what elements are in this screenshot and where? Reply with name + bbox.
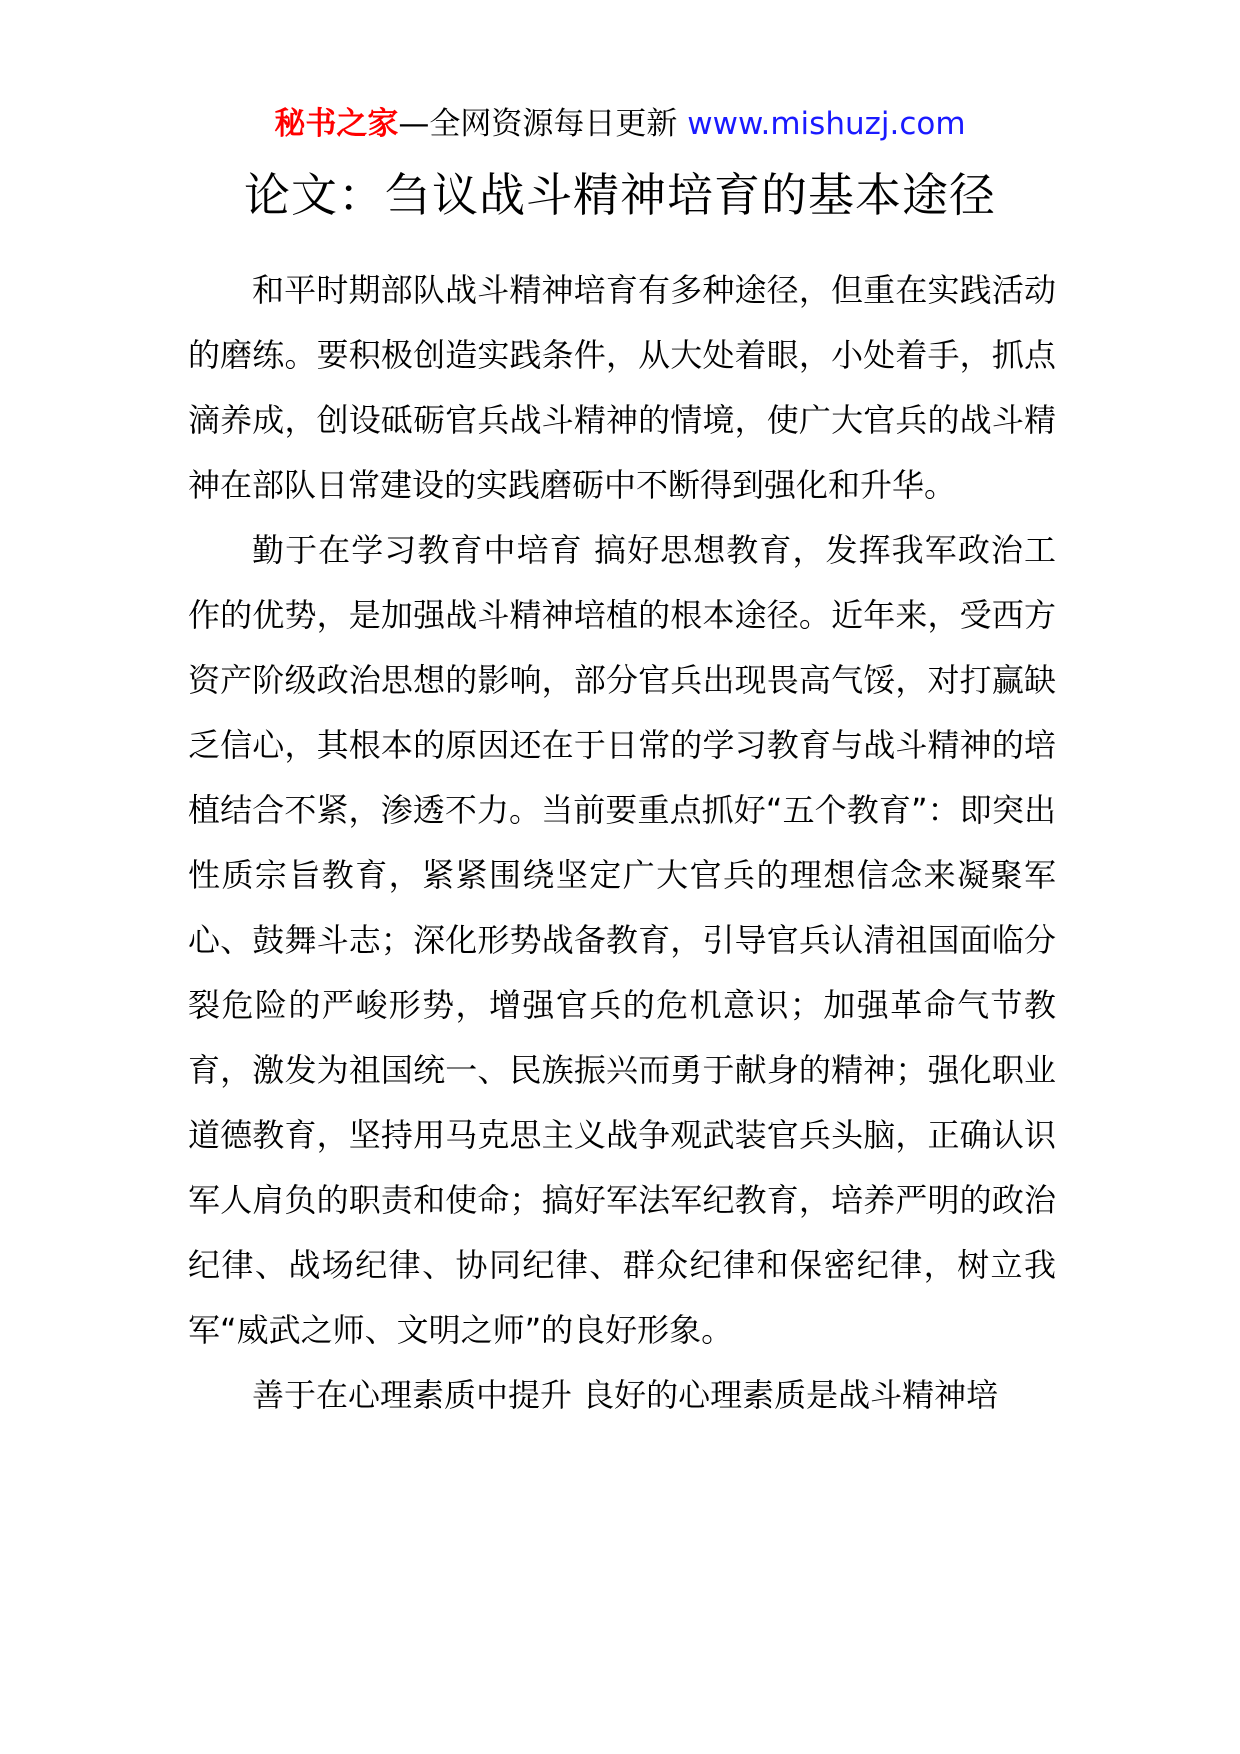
- site-brand: 秘书之家: [274, 106, 399, 142]
- site-url-link[interactable]: www.mishuzj.com: [687, 106, 966, 142]
- paragraph-education: 勤于在学习教育中培育 搞好思想教育，发挥我军政治工作的优势，是加强战斗精神培植的根本途径。近年来，受西方资产阶级政治思想的影响，部分官兵出现畏高气馁，对打赢缺乏信心，其根本的原因还在于日常的学习教育与战斗精神的培植结合不紧，渗透不力。当前要重点抓好“五个教育”：即突出性质宗旨教育，紧紧围绕坚定广大官兵的理想信念来凝聚军心、鼓舞斗志；深化形势战备教育，引导官兵认清祖国面临分裂危险的严峻形势，增强官兵的危机意识；加强革命气节教育，激发为祖国统一、民族振兴而勇于献身的精神；强化职业道德教育，坚持用马克思主义战争观武装官兵头脑，正确认识军人肩负的职责和使命；搞好军法军纪教育，培养严明的政治纪律、战场纪律、协同纪律、群众纪律和保密纪律，树立我军“威武之师、文明之师”的良好形象。: [188, 531, 1056, 1349]
- paragraph-psychology: 善于在心理素质中提升 良好的心理素质是战斗精神培: [252, 1376, 999, 1414]
- site-tagline: —全网资源每日更新: [398, 106, 688, 142]
- document-body: [188, 258, 1056, 1428]
- site-header: [0, 100, 1240, 148]
- document-title: 论文：刍议战斗精神培育的基本途径: [244, 168, 996, 222]
- paragraph-intro: 和平时期部队战斗精神培育有多种途径，但重在实践活动的磨练。要积极创造实践条件，从大处着眼，小处着手，抓点滴养成，创设砥砺官兵战斗精神的情境，使广大官兵的战斗精神在部队日常建设的实践磨砺中不断得到强化和升华。: [188, 271, 1056, 504]
